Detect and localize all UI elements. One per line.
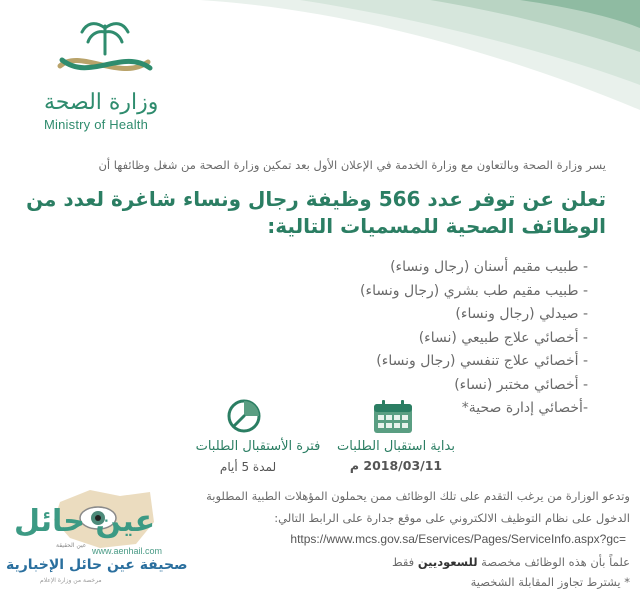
list-item: - صيدلي (رجال ونساء) bbox=[455, 306, 588, 322]
interview-requirement: * يشترط تجاوز المقابلة الشخصية bbox=[470, 575, 630, 589]
start-date-label: بداية استقبال الطلبات bbox=[337, 439, 455, 454]
calendar-icon bbox=[373, 400, 413, 434]
application-url: https://www.mcs.gov.sa/Eservices/Pages/ServiceInfo.aspx?gc= bbox=[290, 532, 626, 546]
ministry-name-english: Ministry of Health bbox=[44, 117, 149, 132]
headline-line-2: الوظائف الصحية للمسميات التالية: bbox=[267, 214, 606, 238]
list-item: - طبيب مقيم أسنان (رجال ونساء) bbox=[390, 259, 588, 275]
list-item: - أخصائي مختبر (نساء) bbox=[454, 376, 588, 393]
instructions-line-1: وتدعو الوزارة من يرغب التقدم على تلك الوظائف ممن يحملون المؤهلات الطبية المطلوبة bbox=[206, 489, 630, 503]
intro-text: يسر وزارة الصحة وبالتعاون مع وزارة الخدمة في الإعلان الأول بعد تمكين وزارة الصحة من شغل وظائفها أن bbox=[98, 158, 606, 172]
instructions-line-2: الدخول على نظام التوظيف الالكتروني على موقع جدارة على الرابط التالي: bbox=[274, 511, 630, 525]
list-item: - طبيب مقيم طب بشري (رجال ونساء) bbox=[360, 282, 588, 299]
list-item: -أخصائي إدارة صحية* bbox=[461, 400, 588, 416]
ministry-logo bbox=[30, 18, 180, 138]
period-value: لمدة 5 أيام bbox=[219, 460, 277, 474]
watermark-brand: عين حائل bbox=[14, 504, 156, 539]
newspaper-watermark bbox=[0, 482, 190, 597]
list-item: - أخصائي علاج تنفسي (رجال ونساء) bbox=[376, 353, 588, 369]
watermark-paper-name: صحيفة عين حائل الإخبارية bbox=[6, 557, 188, 573]
job-titles-list bbox=[360, 256, 588, 421]
palm-swords-icon bbox=[50, 18, 160, 90]
watermark-tagline: عين الحقيقة bbox=[56, 542, 87, 549]
ministry-name-arabic: وزارة الصحة bbox=[44, 90, 159, 115]
note-prefix: علماً بأن هذه الوظائف مخصصة bbox=[481, 555, 630, 569]
list-item: - أخصائي علاج طبيعي (نساء) bbox=[418, 329, 588, 346]
note-bold: للسعوديين bbox=[417, 555, 478, 569]
period-label: فترة الأستقبال الطلبات bbox=[195, 439, 321, 454]
headline bbox=[6, 186, 606, 240]
timer-icon bbox=[226, 398, 262, 434]
watermark-site: www.aenhail.com bbox=[92, 546, 163, 556]
start-date-value: 2018/03/11 م bbox=[349, 458, 443, 473]
saudi-only-note bbox=[392, 555, 630, 569]
watermark-license: مرخصة من وزارة الإعلام bbox=[40, 577, 102, 584]
headline-line-1: تعلن عن توفر عدد 566 وظيفة رجال ونساء شاغرة لعدد من bbox=[26, 187, 606, 211]
note-suffix: فقط bbox=[391, 555, 415, 569]
